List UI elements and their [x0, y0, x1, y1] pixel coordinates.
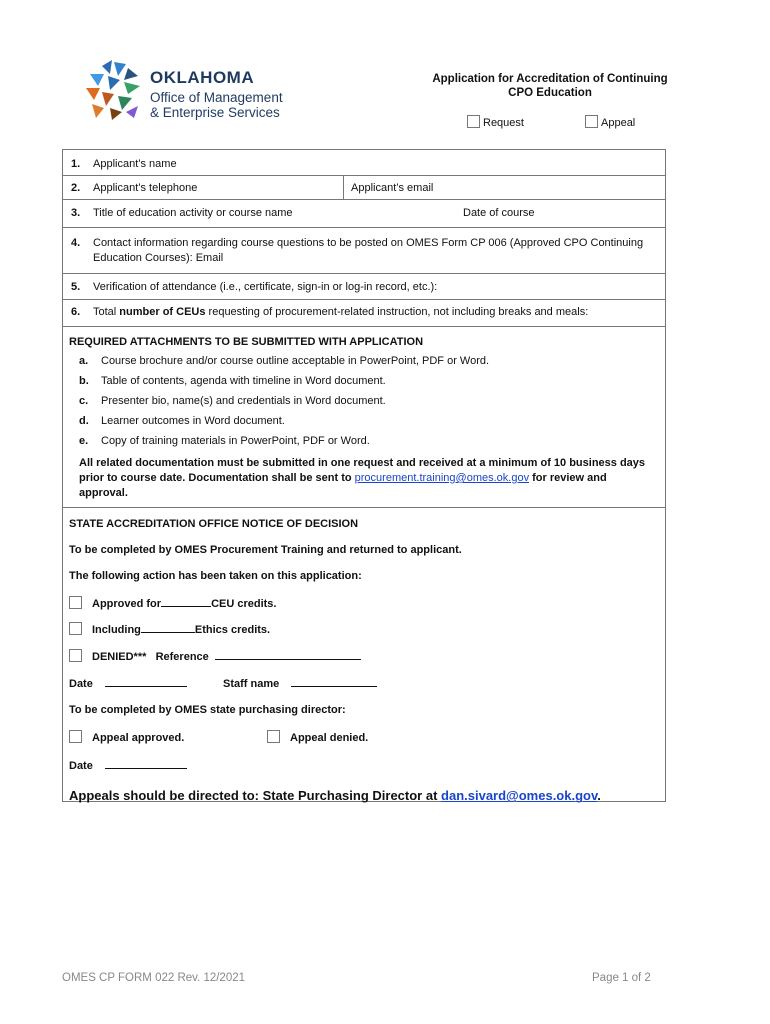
applicant-telephone-label: Applicant’s telephone: [93, 182, 198, 194]
contact-info-label-line2: Education Courses): Email: [93, 252, 224, 264]
field-number: 2.: [71, 182, 81, 194]
attachments-section: [63, 326, 665, 508]
staff-name-blank[interactable]: [291, 676, 377, 687]
approved-checkbox[interactable]: [69, 596, 82, 609]
date-blank[interactable]: [105, 676, 187, 687]
org-name-line2: Office of Management: [150, 90, 283, 105]
field-number: 4.: [71, 237, 81, 249]
applicant-contact-row: [63, 175, 665, 200]
decision-section: [63, 507, 665, 801]
attendance-verification-row[interactable]: [63, 273, 665, 300]
submission-note-line1: All related documentation must be submitted in one request and received at a minimum of 10 business days: [79, 457, 646, 469]
ethics-credits-blank[interactable]: [141, 622, 195, 633]
form-title-line2: CPO Education: [508, 87, 592, 99]
including-checkbox[interactable]: [69, 622, 82, 635]
appeal-approved-checkbox[interactable]: [69, 730, 82, 743]
submission-note-line3: approval.: [79, 487, 128, 499]
appeals-direction: Appeals should be directed to: State Purchasing Director at dan.sivard@omes.ok.gov.: [69, 788, 601, 803]
denied-checkbox[interactable]: [69, 649, 82, 662]
date-field[interactable]: Date: [69, 676, 187, 690]
submission-note-line2: prior to course date. Documentation shall be sent to procurement.training@omes.ok.gov for review and: [79, 472, 607, 484]
applicant-email-label: Applicant’s email: [351, 182, 434, 194]
reference-blank[interactable]: [215, 649, 361, 660]
ceu-count-label: Total number of CEUs requesting of procurement-related instruction, not including breaks and meals:: [93, 306, 589, 318]
approved-option[interactable]: Approved for CEU credits.: [69, 596, 276, 610]
course-title-label: Title of education activity or course name: [93, 207, 293, 219]
course-title-row[interactable]: [63, 199, 665, 228]
course-date-label: Date of course: [463, 207, 535, 219]
staff-name-field[interactable]: Staff name: [223, 676, 377, 690]
attachment-item: b. Table of contents, agenda with timeline in Word document.: [79, 375, 386, 387]
request-checkbox[interactable]: [467, 115, 480, 128]
decision-title: STATE ACCREDITATION OFFICE NOTICE OF DECISION: [69, 518, 359, 530]
field-number: 6.: [71, 306, 81, 318]
appeal-label: Appeal: [601, 117, 636, 129]
page-number: Page 1 of 2: [592, 972, 651, 984]
org-name-line1: OKLAHOMA: [150, 68, 255, 87]
contact-info-row[interactable]: [63, 227, 665, 274]
oklahoma-star-logo-icon: [82, 60, 144, 120]
field-number: 1.: [71, 158, 81, 170]
org-name-line3: & Enterprise Services: [150, 105, 280, 120]
appeal-denied-checkbox[interactable]: [267, 730, 280, 743]
procurement-training-email-link[interactable]: procurement.training@omes.ok.gov: [354, 472, 530, 484]
attachment-item: e. Copy of training materials in PowerPoint, PDF or Word.: [79, 435, 370, 447]
applicant-name-label: Applicant’s name: [93, 158, 177, 170]
omes-logo: [82, 60, 312, 120]
director-email-link[interactable]: dan.sivard@omes.ok.gov: [441, 788, 598, 803]
attendance-verification-label: Verification of attendance (i.e., certificate, sign-in or log-in record, etc.):: [93, 281, 438, 293]
including-option[interactable]: Including Ethics credits.: [69, 622, 270, 636]
director-date-field[interactable]: Date: [69, 758, 187, 772]
request-label: Request: [483, 117, 524, 129]
contact-info-label-line1: Contact information regarding course questions to be posted on OMES Form CP 006 (Approved CPO Continuing: [93, 237, 644, 249]
ceu-credits-blank[interactable]: [161, 596, 211, 607]
appeal-option[interactable]: [585, 115, 635, 129]
form-title-line1: Application for Accreditation of Continuing: [432, 73, 668, 85]
director-date-blank[interactable]: [105, 758, 187, 769]
action-taken-label: The following action has been taken on this application:: [69, 570, 362, 582]
attachment-item: a. Course brochure and/or course outline acceptable in PowerPoint, PDF or Word.: [79, 355, 490, 367]
training-instructions: To be completed by OMES Procurement Training and returned to applicant.: [69, 544, 462, 556]
field-number: 3.: [71, 207, 81, 219]
application-form: [62, 149, 666, 802]
appeal-approved-option[interactable]: Appeal approved.: [69, 730, 184, 744]
form-title: [420, 72, 680, 100]
field-number: 5.: [71, 281, 81, 293]
attachments-title: REQUIRED ATTACHMENTS TO BE SUBMITTED WITH APPLICATION: [69, 336, 424, 348]
column-divider: [343, 175, 344, 199]
attachment-item: d. Learner outcomes in Word document.: [79, 415, 285, 427]
appeal-checkbox[interactable]: [585, 115, 598, 128]
denied-option[interactable]: DENIED*** Reference: [69, 649, 361, 663]
ceu-count-row[interactable]: [63, 299, 665, 327]
form-identifier: OMES CP FORM 022 Rev. 12/2021: [62, 972, 246, 984]
appeal-denied-option[interactable]: Appeal denied.: [267, 730, 368, 744]
applicant-name-row[interactable]: [63, 150, 665, 176]
attachment-item: c. Presenter bio, name(s) and credentials in Word document.: [79, 395, 386, 407]
request-option[interactable]: [467, 115, 524, 129]
director-instructions: To be completed by OMES state purchasing director:: [69, 704, 346, 716]
